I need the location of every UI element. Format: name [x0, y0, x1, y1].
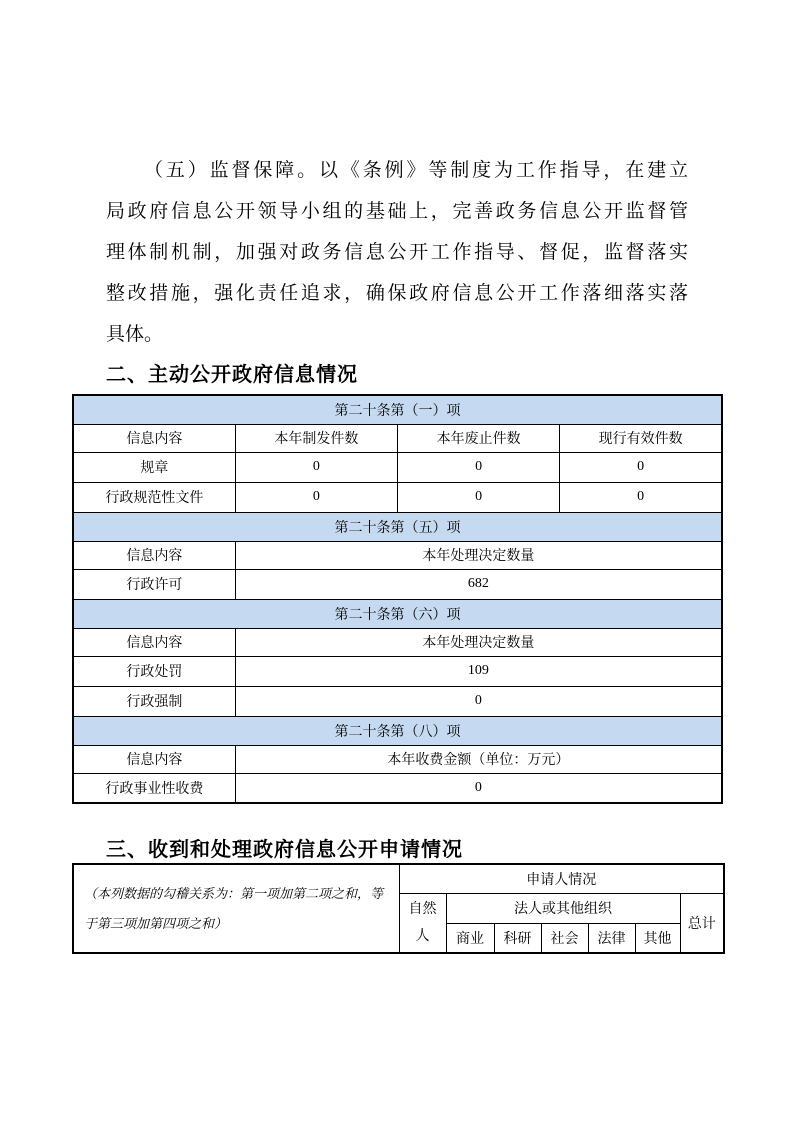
table-cell: 0 [235, 452, 397, 482]
table-row [73, 628, 722, 656]
table-row [73, 424, 722, 452]
paragraph-line: 整改措施，强化责任追求，确保政府信息公开工作落细落实落 [106, 283, 688, 304]
table-row [73, 599, 722, 628]
table-row-label: 行政许可 [73, 569, 235, 599]
table-header-cell: 信息内容 [73, 745, 235, 773]
table-row [73, 656, 722, 686]
table-section-banner: 第二十条第（八）项 [73, 716, 722, 745]
table-header-cell: 信息内容 [73, 424, 235, 452]
table-header-cell: 现行有效件数 [560, 424, 722, 452]
table-row [73, 541, 722, 569]
table-row-label: 行政强制 [73, 686, 235, 716]
table-header-cell: 本年处理决定数量 [235, 541, 722, 569]
table-cell: 0 [398, 452, 560, 482]
org-type-cell: 科研 [494, 923, 541, 953]
org-type-cell: 其他 [635, 923, 680, 953]
table-cell: 0 [398, 482, 560, 512]
section-heading-active-disclosure: 二、主动公开政府信息情况 [106, 364, 358, 386]
table-section-banner: 第二十条第（五）项 [73, 512, 722, 541]
table-row [73, 716, 722, 745]
table-row [73, 773, 722, 803]
table-section-banner: 第二十条第（一）项 [73, 395, 722, 424]
table-row-label: 行政规范性文件 [73, 482, 235, 512]
table-row-label: 行政处罚 [73, 656, 235, 686]
paragraph-line: 局政府信息公开领导小组的基础上，完善政务信息公开监督管 [106, 201, 688, 222]
table-cell: 0 [560, 452, 722, 482]
org-type-cell: 社会 [541, 923, 588, 953]
body-paragraph [106, 150, 688, 355]
table-row [73, 452, 722, 482]
paragraph-line: 具体。 [106, 324, 164, 345]
paragraph-line: 理体制机制，加强对政务信息公开工作指导、督促，监督落实 [106, 242, 688, 263]
table-header-cell: 本年处理决定数量 [235, 628, 722, 656]
org-type-cell: 商业 [446, 923, 494, 953]
table-cell: 0 [235, 686, 722, 716]
table-cell: 682 [235, 569, 722, 599]
table-header-cell: 本年废止件数 [398, 424, 560, 452]
table-cell: 0 [560, 482, 722, 512]
table-note: （本列数据的勾稽关系为：第一项加第二项之和，等于第三项加第四项之和） [73, 864, 399, 953]
table-header-cell: 本年制发件数 [235, 424, 397, 452]
table-row [73, 512, 722, 541]
total-cell: 总计 [680, 893, 724, 953]
table-section-banner: 第二十条第（六）项 [73, 599, 722, 628]
table-row [73, 395, 722, 424]
table-row [73, 569, 722, 599]
table-header-cell: 信息内容 [73, 541, 235, 569]
table-cell: 0 [235, 482, 397, 512]
section-heading-applications: 三、收到和处理政府信息公开申请情况 [106, 839, 463, 861]
table-row-label: 规章 [73, 452, 235, 482]
table-header-cell: 信息内容 [73, 628, 235, 656]
table-row [73, 864, 724, 893]
table-header-cell: 本年收费金额（单位：万元） [235, 745, 722, 773]
natural-person-cell: 自然人 [399, 893, 446, 953]
org-type-cell: 法律 [588, 923, 635, 953]
legal-org-cell: 法人或其他组织 [446, 893, 680, 923]
table-row [73, 686, 722, 716]
applications-table [72, 863, 725, 954]
table-row [73, 745, 722, 773]
table-cell: 109 [235, 656, 722, 686]
table-row [73, 482, 722, 512]
table-row-label: 行政事业性收费 [73, 773, 235, 803]
paragraph-line: （五）监督保障。以《条例》等制度为工作指导，在建立 [144, 160, 688, 181]
table-cell: 0 [235, 773, 722, 803]
active-disclosure-table [72, 394, 723, 804]
applicant-header-cell: 申请人情况 [399, 864, 724, 893]
